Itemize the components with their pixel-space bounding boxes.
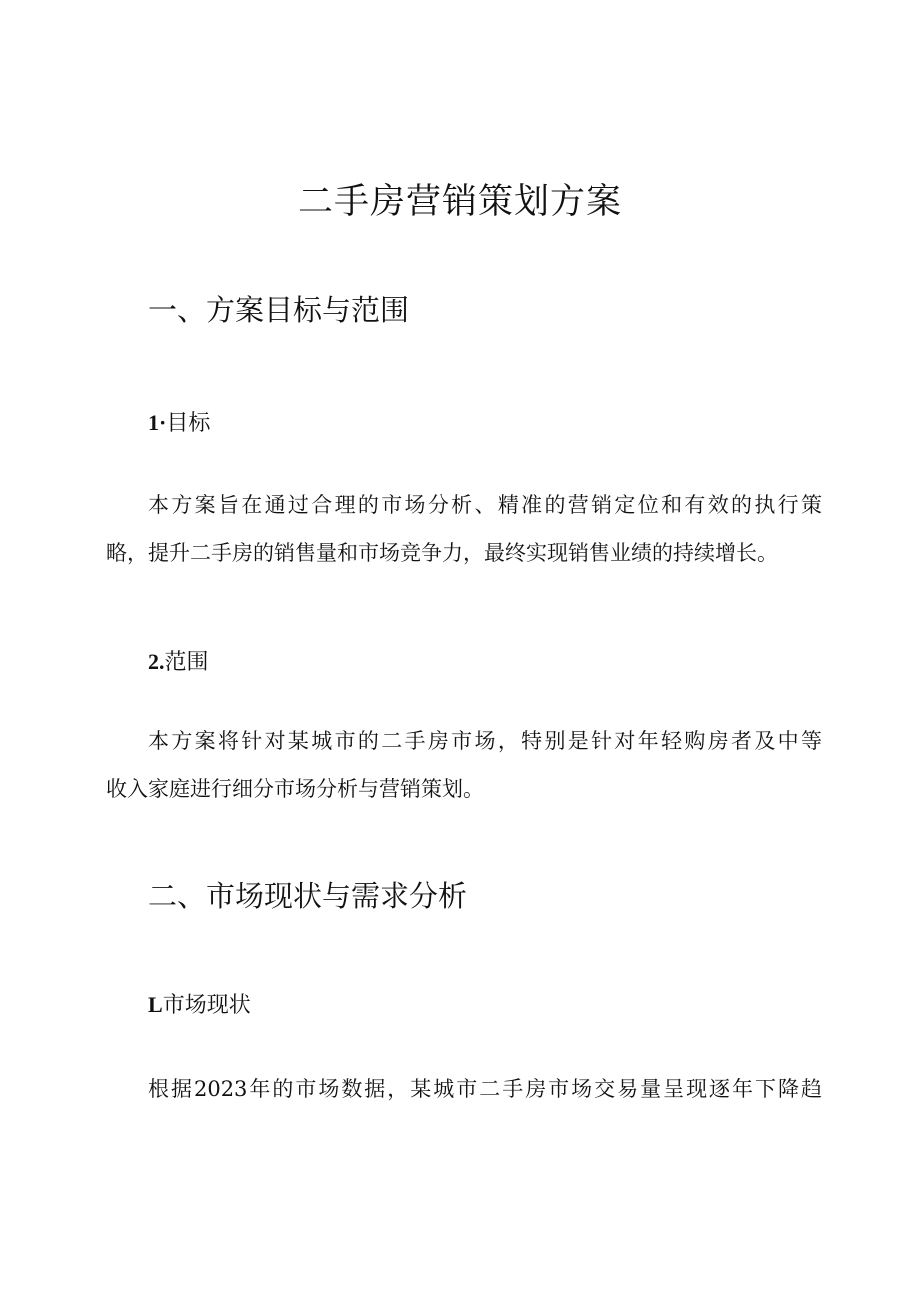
paragraph-line: 本方案旨在通过合理的市场分析、精准的营销定位和有效的执行策: [148, 493, 822, 517]
subheading-label: 目标: [166, 411, 211, 436]
subheading-label: 范围: [164, 650, 209, 675]
paragraph-line: 本方案将针对某城市的二手房市场，特别是针对年轻购房者及中等: [148, 729, 822, 753]
paragraph-line: 略，提升二手房的销售量和市场竞争力，最终实现销售业绩的持续增长。: [106, 541, 778, 565]
section-heading-goals-scope: 一、方案目标与范围: [148, 293, 410, 327]
subheading-number: 2.: [148, 649, 165, 674]
section-heading-market-analysis: 二、市场现状与需求分析: [148, 879, 468, 913]
subheading-goal: [148, 408, 210, 439]
paragraph-line: 收入家庭进行细分市场分析与营销策划。: [106, 777, 484, 801]
subheading-label: 市场现状: [162, 993, 251, 1018]
document-title: 二手房营销策划方案: [297, 182, 622, 222]
subheading-number: L: [148, 992, 163, 1017]
paragraph-scope: [106, 717, 822, 813]
paragraph-line: 根据2023年的市场数据，某城市二手房市场交易量呈现逐年下降趋: [148, 1077, 822, 1101]
subheading-scope: [148, 647, 209, 678]
subheading-market-status: [148, 990, 251, 1021]
paragraph-market-status: [106, 1065, 822, 1113]
paragraph-goal: [106, 481, 822, 577]
subheading-number: 1·: [148, 410, 167, 435]
